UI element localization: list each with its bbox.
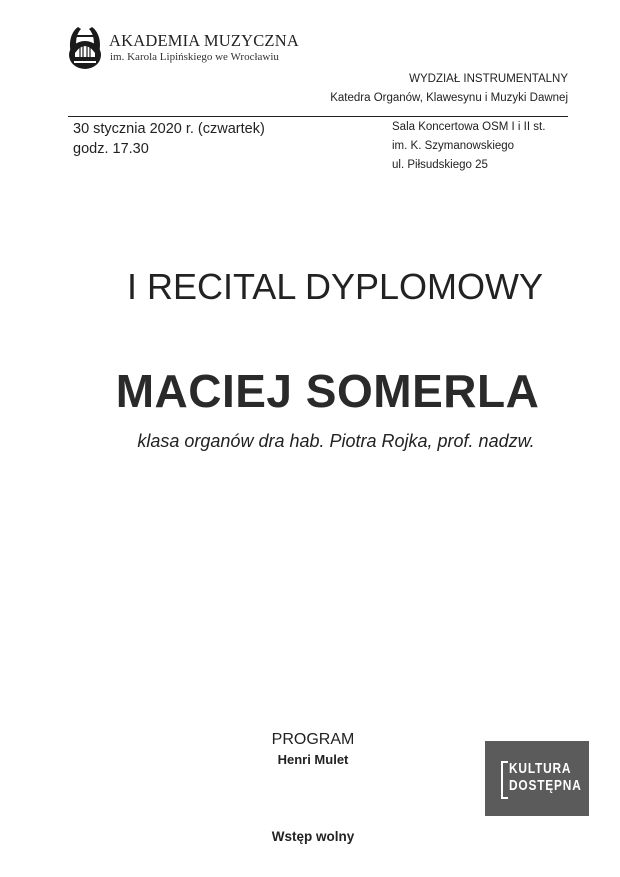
venue-line: im. K. Szymanowskiego [392, 140, 515, 152]
recital-title: I RECITAL DYPLOMOWY [126, 266, 544, 307]
event-time: godz. 17.30 [73, 141, 149, 157]
venue-line: ul. Piłsudskiego 25 [392, 159, 488, 171]
class-line: klasa organów dra hab. Piotra Rojka, prof. nadzw. [137, 431, 535, 451]
program-heading: PROGRAM [271, 731, 355, 748]
badge-bracket-icon [501, 761, 508, 799]
program-composer: Henri Mulet [277, 752, 349, 767]
lyre-logo-icon [66, 23, 104, 71]
free-entry-note: Wstęp wolny [271, 829, 355, 844]
badge-line-1: KULTURA [509, 761, 572, 777]
venue-line: Sala Koncertowa OSM I i II st. [392, 121, 546, 133]
performer-name: MACIEJ SOMERLA [115, 365, 540, 417]
department-name: Katedra Organów, Klawesynu i Muzyki Dawnej [330, 92, 568, 104]
badge-line-2: DOSTĘPNA [509, 778, 582, 794]
faculty-name: WYDZIAŁ INSTRUMENTALNY [409, 73, 568, 85]
header-divider [68, 116, 568, 117]
brand-subtitle: im. Karola Lipińskiego we Wrocławiu [110, 51, 279, 63]
event-date: 30 stycznia 2020 r. (czwartek) [73, 121, 265, 137]
kultura-dostepna-badge [485, 741, 589, 816]
brand-name: AKADEMIA MUZYCZNA [109, 31, 299, 50]
